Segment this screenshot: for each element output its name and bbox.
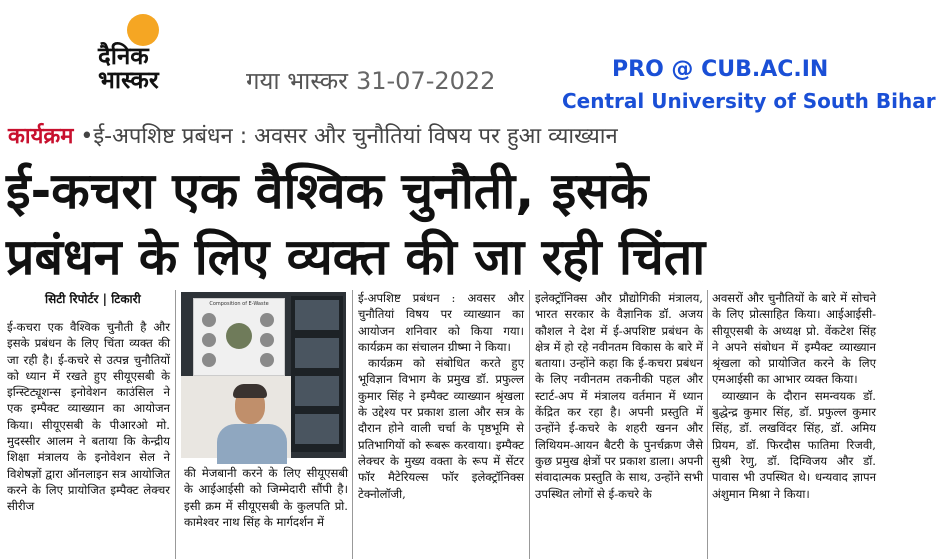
university-credit: Central University of South Bihar bbox=[562, 89, 936, 113]
slide-title: Composition of E-Waste bbox=[209, 301, 269, 307]
paragraph: ई-कचरा एक वैश्विक चुनौती है और इसके प्रबंधन के लिए चिंता व्यक्त की जा रही है। ई-कचरे से उत्पन्न चुनौतियों को ध्यान में रखते हुए सीयूएसबी के इन्स्टिट्यूशन्स इनोवेशन काउंसिल ने एक इम्पैक्ट व्याख्यान का आयोजन किया। सीयूएसबी के पीआरओ मो. मुदस्सीर आलम ने बताया कि केन्द्रीय शिक्षा मंत्रालय के इनोवेशन सेल ने विशेषज्ञों द्वारा ऑनलाइन सत्र आयोजित करने के लिए प्रायोजित इम्पैक्ट लेक्चर सीरीज bbox=[7, 320, 170, 514]
pro-credit: PRO @ CUB.AC.IN bbox=[612, 57, 829, 82]
paragraph: की मेजबानी करने के लिए सीयूएसबी के आईआईसी को जिम्मेदारी सौंपी है। इसी क्रम में सीयूएसबी के कुलपति प्रो. कामेश्वर नाथ सिंह के मार्गदर्शन में bbox=[184, 466, 348, 529]
participant-thumbnail bbox=[295, 338, 339, 368]
headline-line1: ई-कचरा एक वैश्विक चुनौती, इसके bbox=[6, 162, 649, 220]
paragraph: अवसरों और चुनौतियों के बारे में सोचने के लिए प्रोत्साहित किया। आईआईसी-सीयूएसबी के अध्यक्ष प्रो. वेंकटेश सिंह ने अपने संबोधन में इम्पैक्ट व्याख्यान श्रृंखला को प्रायोजित करने के लिए एमआईसी का आभार व्यक्त किया। bbox=[712, 291, 876, 387]
column-divider bbox=[529, 290, 530, 559]
slide-circle-icon bbox=[202, 353, 216, 367]
slide-circle-icon bbox=[202, 333, 216, 347]
paragraph: इलेक्ट्रॉनिक्स और प्रौद्योगिकी मंत्रालय, भारत सरकार के वैज्ञानिक डॉ. अजय कौशल ने देश में ई-अपशिष्ट प्रबंधन के क्षेत्र में हो रहे नवीनतम विकास के बारे में बताया। उन्होंने कहा कि ई-कचरा प्रबंधन के लिए नवीनतम तकनीकी पहल और स्टार्ट-अप में मंत्रालय वर्तमान में ध्यान केंद्रित कर रहा है। अपनी प्रस्तुति में उन्होंने ई-कचरे के शहरी खनन और लिथियम-आयन बैटरी के पुनर्चक्रण जैसे कुछ प्रमुख क्षेत्रों पर प्रकाश डाला। अपनी संवादात्मक प्रस्तुति के साथ, उन्होंने सभी उपस्थित लोगों से ई-कचरे के bbox=[535, 291, 703, 501]
participant-thumbnail bbox=[295, 414, 339, 444]
byline: सिटी रिपोर्टर | टिकारी bbox=[45, 292, 141, 306]
paragraph: ई-अपशिष्ट प्रबंधन : अवसर और चुनौतियां विषय पर व्याख्यान का आयोजन शनिवार को किया गया। कार्यक्रम का संचालन ग्रीष्मा ने किया। bbox=[358, 291, 524, 354]
slide-circle-icon bbox=[260, 353, 274, 367]
speaker bbox=[211, 384, 291, 458]
slide-circle-icon bbox=[226, 323, 252, 349]
slide-circle-icon bbox=[202, 313, 216, 327]
article-column-2 bbox=[184, 465, 348, 559]
article-column-4 bbox=[535, 290, 703, 559]
article-column-1 bbox=[7, 319, 170, 559]
headline-line2: प्रबंधन के लिए व्यक्त की जा रही चिंता bbox=[6, 228, 706, 286]
paragraph: व्याख्यान के दौरान समन्वयक डॉ. बुद्धेन्द्र कुमार सिंह, डॉ. प्रफुल्ल कुमार सिंह, डॉ. लखविंदर सिंह, डॉ. अमिय प्रियम, डॉ. फिरदौस फातिमा रिजवी, सुश्री रेणु, डॉ. दिग्विजय और डॉ. पावास भी उपस्थित थे। धन्यवाद ज्ञापन अंशुमान मिश्रा ने किया। bbox=[712, 388, 876, 501]
participant-thumbnail bbox=[295, 300, 339, 330]
logo-line2: भास्कर bbox=[98, 66, 159, 94]
edition-line bbox=[246, 64, 495, 97]
presentation-slide bbox=[193, 298, 285, 376]
speaker-hair bbox=[233, 384, 267, 398]
column-divider bbox=[175, 290, 176, 559]
edition-date: 31-07-2022 bbox=[355, 67, 496, 95]
slide-circle-icon bbox=[260, 313, 274, 327]
column-divider bbox=[352, 290, 353, 559]
article-column-3 bbox=[358, 290, 524, 559]
article-column-5 bbox=[712, 290, 876, 559]
slide-circle-icon bbox=[260, 333, 274, 347]
edition-name: गया भास्कर bbox=[246, 67, 348, 95]
kicker-label: कार्यक्रम bbox=[8, 124, 74, 149]
speaker-shirt bbox=[217, 424, 287, 464]
paragraph: कार्यक्रम को संबोधित करते हुए भूविज्ञान विभाग के प्रमुख डॉ. प्रफुल्ल कुमार सिंह ने इम्पैक्ट व्याख्यान श्रृंखला के उद्देश्य पर प्रकाश डाला और सत्र के दौरान होने वाली चर्चा के पृष्ठभूमि से प्रतिभागियों को रूबरू करवाया। इम्पैक्ट लेक्चर के मुख्य वक्ता के रूप में सेंटर फॉर मैटेरियल्स फॉर इलेक्ट्रॉनिक्स टेक्नोलॉजी, bbox=[358, 356, 524, 501]
newspaper-logo bbox=[98, 44, 198, 92]
column-divider bbox=[707, 290, 708, 559]
kicker-text: •ई-अपशिष्ट प्रबंधन : अवसर और चुनौतियां विषय पर हुआ व्याख्यान bbox=[73, 124, 618, 149]
participant-panel bbox=[291, 296, 343, 452]
kicker bbox=[8, 120, 618, 150]
lecture-photo bbox=[181, 292, 346, 458]
participant-thumbnail bbox=[295, 376, 339, 406]
headline bbox=[6, 158, 882, 290]
logo-line1: दैनिक bbox=[98, 42, 149, 70]
